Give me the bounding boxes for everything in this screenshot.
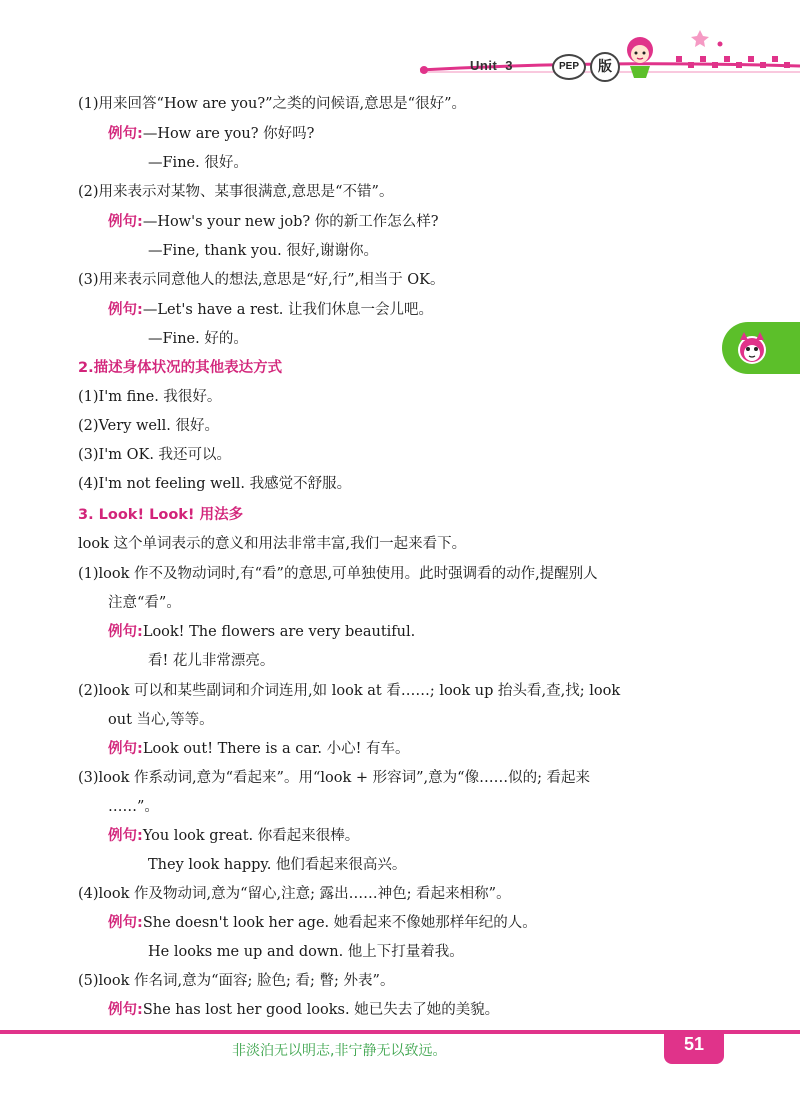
edition-badge: 版 <box>590 52 620 82</box>
s1-item1: (1)用来回答“How are you?”之类的问候语,意思是“很好”。 <box>78 96 466 112</box>
s1-item3: (3)用来表示同意他人的想法,意思是“好,行”,相当于 OK。 <box>78 272 445 288</box>
unit-number: 3 <box>505 58 514 73</box>
s3-item4: (4)look 作及物动词,意为“留心,注意; 露出……神色; 看起来相称”。 <box>78 886 511 902</box>
s3-item4-example <box>108 913 537 933</box>
s1-item2-example <box>108 212 439 232</box>
example-line: 看! 花儿非常漂亮。 <box>148 653 275 669</box>
example-line: —Fine. 好的。 <box>148 331 248 347</box>
example-tag: 例句: <box>108 302 143 318</box>
example-line: Look! The flowers are very beautiful. <box>142 624 416 640</box>
cat-face-icon <box>734 330 770 366</box>
example-line: —How are you? 你好吗? <box>142 126 315 142</box>
s1-item2: (2)用来表示对某物、某事很满意,意思是“不错”。 <box>78 184 394 200</box>
s3-item3-example <box>108 826 359 846</box>
pep-badge: PEP <box>552 54 586 80</box>
page-header <box>0 0 800 90</box>
unit-word: Unit <box>470 58 498 73</box>
s3-item2-example <box>108 739 410 759</box>
s3-item3: (3)look 作系动词,意为“看起来”。用“look + 形容词”,意为“像……似的; 看起来 <box>78 770 591 786</box>
example-line: —Let's have a rest. 让我们休息一会儿吧。 <box>142 302 434 318</box>
unit-label <box>470 58 513 73</box>
footer-motto: 非淡泊无以明志,非宁静无以致远。 <box>232 1043 447 1059</box>
s2-item4: (4)I'm not feeling well. 我感觉不舒服。 <box>78 476 352 492</box>
s3-item1: (1)look 作不及物动词时,有“看”的意思,可单独使用。此时强调看的动作,提醒别人 <box>78 566 598 582</box>
example-line: —Fine. 很好。 <box>148 155 248 171</box>
section-heading-3: 3. Look! Look! 用法多 <box>78 507 244 523</box>
example-line: They look happy. 他们看起来很高兴。 <box>148 857 407 873</box>
mascot-icon <box>620 32 660 80</box>
example-tag: 例句: <box>108 741 143 757</box>
example-line: —Fine, thank you. 很好,谢谢你。 <box>148 243 378 259</box>
example-tag: 例句: <box>108 126 143 142</box>
s3-item2-cont: out 当心,等等。 <box>108 712 214 728</box>
s3-item1-example <box>108 622 415 642</box>
page-number: 51 <box>683 1034 705 1054</box>
s3-item3-cont: ……”。 <box>108 799 159 815</box>
s1-item1-example <box>108 124 314 144</box>
s3-item1-cont: 注意“看”。 <box>108 595 181 611</box>
s3-item2: (2)look 可以和某些副词和介词连用,如 look at 看……; look up 抬头看,查,找; look <box>78 683 621 699</box>
s1-item3-example <box>108 300 433 320</box>
s2-item1: (1)I'm fine. 我很好。 <box>78 389 222 405</box>
example-tag: 例句: <box>108 624 143 640</box>
s3-item5-example <box>108 1000 499 1020</box>
example-line: She has lost her good looks. 她已失去了她的美貌。 <box>142 1002 500 1018</box>
example-line: She doesn't look her age. 她看起来不像她那样年纪的人。 <box>142 915 537 931</box>
s3-intro: look 这个单词表示的意义和用法非常丰富,我们一起来看下。 <box>78 536 467 552</box>
example-line: —How's your new job? 你的新工作怎么样? <box>142 214 439 230</box>
s3-item5: (5)look 作名词,意为“面容; 脸色; 看; 瞥; 外表”。 <box>78 973 395 989</box>
header-decoration <box>0 0 800 90</box>
example-tag: 例句: <box>108 915 143 931</box>
example-line: You look great. 你看起来很棒。 <box>142 828 360 844</box>
example-tag: 例句: <box>108 214 143 230</box>
example-line: Look out! There is a car. 小心! 有车。 <box>142 741 410 757</box>
section-heading-2: 2.描述身体状况的其他表达方式 <box>78 360 283 376</box>
example-tag: 例句: <box>108 828 143 844</box>
example-tag: 例句: <box>108 1002 143 1018</box>
s2-item3: (3)I'm OK. 我还可以。 <box>78 447 232 463</box>
example-line: He looks me up and down. 他上下打量着我。 <box>148 944 464 960</box>
s2-item2: (2)Very well. 很好。 <box>78 418 219 434</box>
